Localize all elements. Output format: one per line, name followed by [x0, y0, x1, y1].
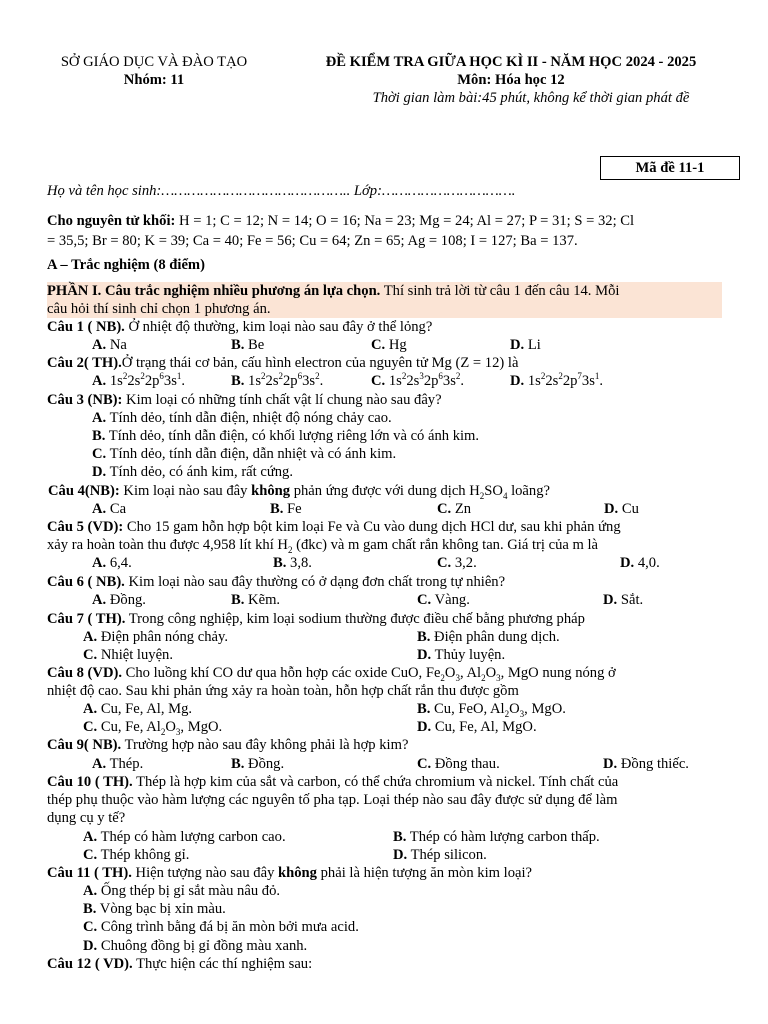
question-text: Ở trạng thái cơ bản, cấu hình electron của nguyên tử Mg (Z = 12) là	[121, 355, 519, 371]
question-11: Câu 11 ( TH). Hiện tượng nào sau đây không phải là hiện tượng ăn mòn kim loại?	[47, 865, 533, 881]
option-b: B. Tính dẻo, tính dẫn điện, có khối lượng riêng lớn và có ánh kim.	[92, 428, 480, 444]
atomic-mass-values-1: H = 1; C = 12; N = 14; O = 16; Na = 23; Mg = 24; Al = 27; P = 31; S = 32; Cl	[175, 213, 635, 229]
question-text: Ở nhiệt độ thường, kim loại nào sau đây ở thể lỏng?	[124, 319, 433, 335]
option-b: B. Kẽm.	[231, 592, 281, 608]
question-text: Trong công nghiệp, kim loại sodium thường được điều chế bằng phương pháp	[125, 611, 585, 627]
question-label: Câu 9( NB).	[47, 737, 122, 753]
option-d: D. Đồng thiếc.	[603, 756, 689, 772]
option-c: C. Thép không gỉ.	[83, 847, 190, 863]
option-a: A. 6,4.	[92, 555, 132, 571]
part1-text-1: Thí sinh trả lời từ câu 1 đến câu 14. Mỗi	[380, 283, 620, 299]
option-c: C. Hg	[371, 337, 407, 353]
question-label: Câu 7 ( TH).	[47, 611, 126, 627]
department-name: SỞ GIÁO DỤC VÀ ĐÀO TẠO	[60, 54, 248, 70]
exam-code-box	[600, 156, 740, 180]
option-a: A. Điện phân nóng chảy.	[83, 629, 228, 645]
option-c: C. Đồng thau.	[417, 756, 500, 772]
question-10-line-3: dụng cụ y tế?	[47, 810, 126, 826]
question-6	[47, 573, 722, 591]
option-b: B. 3,8.	[273, 555, 312, 571]
question-label: Câu 3 (NB):	[47, 392, 123, 408]
question-1	[47, 318, 722, 336]
option-d: D. Thép silicon.	[393, 847, 487, 863]
question-label: Câu 11 ( TH).	[47, 865, 132, 881]
exam-title: ĐỀ KIỂM TRA GIỮA HỌC KÌ II - NĂM HỌC 2024 - 2025	[325, 54, 697, 70]
question-label: Câu 5 (VD):	[47, 519, 124, 535]
option-c: C. Zn	[437, 501, 472, 517]
option-d: D. Cu, Fe, Al, MgO.	[417, 719, 537, 735]
option-b: B. Cu, FeO, $Al_2O_3$, MgO.	[417, 701, 566, 719]
option-a: A. Cu, Fe, Al, Mg.	[83, 701, 193, 717]
question-label: Câu 6 ( NB).	[47, 574, 125, 590]
option-d: D. Cu	[604, 501, 639, 517]
question-label: Câu 10 ( TH).	[47, 774, 133, 790]
question-text: Thực hiện các thí nghiệm sau:	[132, 956, 313, 972]
option-d: D. Li	[510, 337, 541, 353]
question-8-line-2: nhiệt độ cao. Sau khi phản ứng xảy ra hoàn toàn, hỗn hợp chất rắn thu được gồm	[47, 683, 519, 699]
part1-title: PHẦN I. Câu trắc nghiệm nhiều phương án lựa chọn.	[47, 283, 381, 299]
option-c: C. Công trình bằng đá bị ăn mòn bởi mưa acid.	[83, 919, 359, 935]
question-7	[47, 610, 722, 628]
section-a-title: A – Trắc nghiệm (8 điểm)	[47, 257, 205, 273]
question-5: Câu 5 (VD): Cho 15 gam hỗn hợp bột kim loại Fe và Cu vào dung dịch HCl dư, sau khi phản ứng	[47, 519, 621, 535]
part1-line-2: câu hỏi thí sinh chỉ chọn 1 phương án.	[47, 301, 271, 317]
question-10: Câu 10 ( TH). Thép là hợp kim của sắt và carbon, có thể chứa chromium và nickel. Tính chất của	[47, 774, 619, 790]
option-d: D. 4,0.	[620, 555, 660, 571]
subject-label: Môn: Hóa học 12	[457, 72, 565, 88]
question-text: Trường hợp nào sau đây không phải là hợp kim?	[121, 737, 409, 753]
question-2	[47, 354, 722, 372]
option-a: A. $1s^22s^22p^63s^1$.	[92, 371, 186, 389]
option-b: B. Fe	[270, 501, 302, 517]
question-3	[47, 391, 722, 409]
option-a: A. Na	[92, 337, 127, 353]
option-d: D. Chuông đồng bị gỉ đồng màu xanh.	[83, 938, 308, 954]
question-10-line-2: thép phụ thuộc vào hàm lượng các nguyên tố pha tạp. Loại thép nào sau đây được sử dụng để làm	[47, 792, 618, 808]
option-a: A. Ca	[92, 501, 127, 517]
option-d: D. Tính dẻo, có ánh kim, rất cứng.	[92, 464, 293, 480]
option-c: C. $1s^22s^32p^63s^2$.	[371, 371, 465, 389]
question-label: Câu 1 ( NB).	[47, 319, 125, 335]
option-c: C. Tính dẻo, tính dẫn điện, dẫn nhiệt và có ánh kim.	[92, 446, 397, 462]
part1-line-1	[47, 282, 722, 300]
option-d: D. $1s^22s^22p^73s^1$.	[510, 371, 604, 389]
option-d: D. Thủy luyện.	[417, 647, 506, 663]
option-c: C. 3,2.	[437, 555, 477, 571]
option-b: B. Vòng bạc bị xỉn màu.	[83, 901, 226, 917]
question-label: Câu 12 ( VD).	[47, 956, 133, 972]
option-a: A. Thép có hàm lượng carbon cao.	[83, 829, 286, 845]
question-text: Kim loại có những tính chất vật lí chung nào sau đây?	[122, 392, 442, 408]
option-a: A. Đồng.	[92, 592, 146, 608]
option-b: B. Be	[231, 337, 265, 353]
question-4: Câu 4(NB): Kim loại nào sau đây không phản ứng được với dung dịch $H_2SO_4$ loãng?	[48, 483, 550, 501]
exam-code: Mã đề 11-1	[635, 160, 705, 176]
question-label: Câu 4(NB):	[48, 483, 120, 499]
option-c: C. Cu, Fe, $Al_2O_3$, MgO.	[83, 719, 223, 737]
option-b: B. Điện phân dung dịch.	[417, 629, 560, 645]
option-b: B. Thép có hàm lượng carbon thấp.	[393, 829, 600, 845]
option-a: A. Tính dẻo, tính dẫn điện, nhiệt độ nóng chảy cao.	[92, 410, 392, 426]
question-5-line-2: xảy ra hoàn toàn thu được 4,958 lít khí $H_2$ (đkc) và m gam chất rắn không tan. Giá trị của m là	[47, 537, 599, 555]
question-12	[47, 955, 722, 973]
atomic-mass-label: Cho nguyên tử khối:	[47, 213, 176, 229]
option-d: D. Sắt.	[603, 592, 644, 608]
option-a: A. Ống thép bị gỉ sắt màu nâu đỏ.	[83, 883, 281, 899]
question-label: Câu 2( TH).	[47, 355, 122, 371]
group-label: Nhóm: 11	[123, 72, 185, 88]
question-text: Kim loại nào sau đây thường có ở dạng đơn chất trong tự nhiên?	[124, 574, 506, 590]
atomic-mass-line-1	[47, 212, 722, 230]
option-b: B. $1s^22s^22p^63s^2$.	[231, 371, 324, 389]
question-label: Câu 8 (VD).	[47, 665, 122, 681]
student-info-line: Họ và tên học sinh:…………………………………….. Lớp:………………………….	[47, 183, 516, 199]
option-a: A. Thép.	[92, 756, 144, 772]
option-b: B. Đồng.	[231, 756, 285, 772]
time-note: Thời gian làm bài:45 phút, không kể thời gian phát đề	[372, 90, 690, 106]
atomic-mass-line-2: = 35,5; Br = 80; K = 39; Ca = 40; Fe = 56; Cu = 64; Zn = 65; Ag = 108; I = 127; Ba = 137.	[47, 233, 578, 249]
question-9	[47, 736, 722, 754]
option-c: C. Vàng.	[417, 592, 470, 608]
question-8: Câu 8 (VD). Cho luồng khí CO dư qua hỗn hợp các oxide CuO, $Fe_2O_3$, $Al_2O_3$, MgO nung nóng ở	[47, 665, 616, 683]
option-c: C. Nhiệt luyện.	[83, 647, 174, 663]
